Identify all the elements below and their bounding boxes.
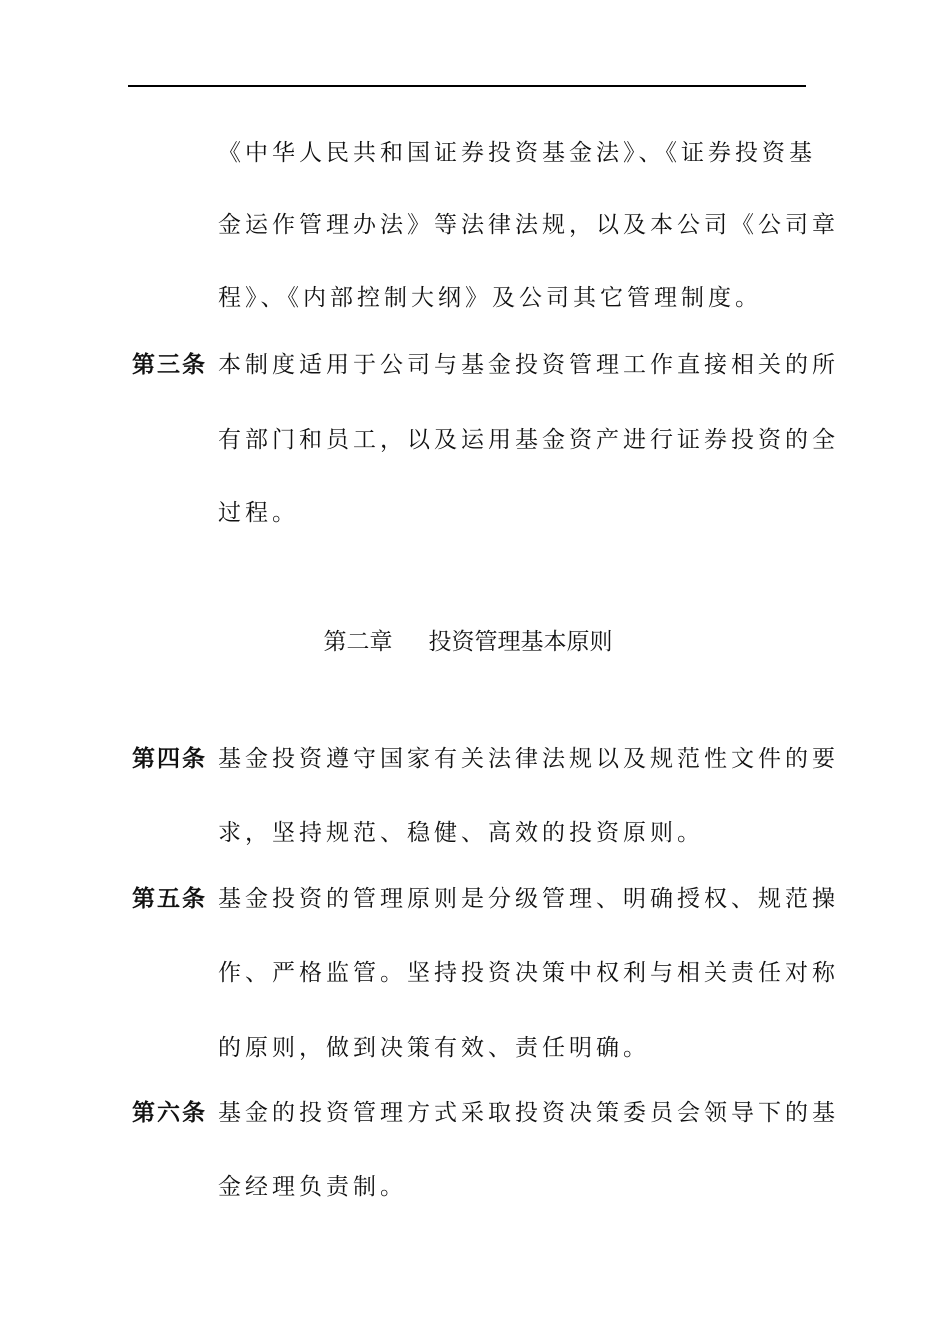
article-4-label: 第四条	[132, 746, 207, 772]
article-3-line-2: 有部门和员工，以及运用基金资产进行证券投资的全	[218, 427, 839, 453]
article-5-line-2: 作、严格监管。坚持投资决策中权利与相关责任对称	[218, 960, 839, 986]
preamble-line-1: 《中华人民共和国证券投资基金法》、《证券投资基	[218, 140, 816, 166]
preamble-line-2: 金运作管理办法》等法律法规，以及本公司《公司章	[218, 212, 839, 238]
article-5-line-1: 基金投资的管理原则是分级管理、明确授权、规范操	[218, 886, 839, 912]
preamble-line-3: 程》、《内部控制大纲》及公司其它管理制度。	[218, 285, 762, 311]
article-6-line-2: 金经理负责制。	[218, 1174, 407, 1200]
chapter-heading	[0, 627, 936, 657]
header-rule	[128, 85, 806, 87]
article-4-line-1: 基金投资遵守国家有关法律法规以及规范性文件的要	[218, 746, 839, 772]
article-3-label: 第三条	[132, 352, 207, 378]
chapter-title: 投资管理基本原则	[428, 629, 613, 655]
article-4-line-2: 求，坚持规范、稳健、高效的投资原则。	[218, 820, 704, 846]
article-6-label: 第六条	[132, 1100, 207, 1126]
article-5-label: 第五条	[132, 886, 207, 912]
article-3-line-1: 本制度适用于公司与基金投资管理工作直接相关的所	[218, 352, 839, 378]
chapter-number: 第二章	[323, 629, 393, 655]
article-6-line-1: 基金的投资管理方式采取投资决策委员会领导下的基	[218, 1100, 839, 1126]
article-3-line-3: 过程。	[218, 500, 299, 526]
article-5-line-3: 的原则，做到决策有效、责任明确。	[218, 1035, 650, 1061]
